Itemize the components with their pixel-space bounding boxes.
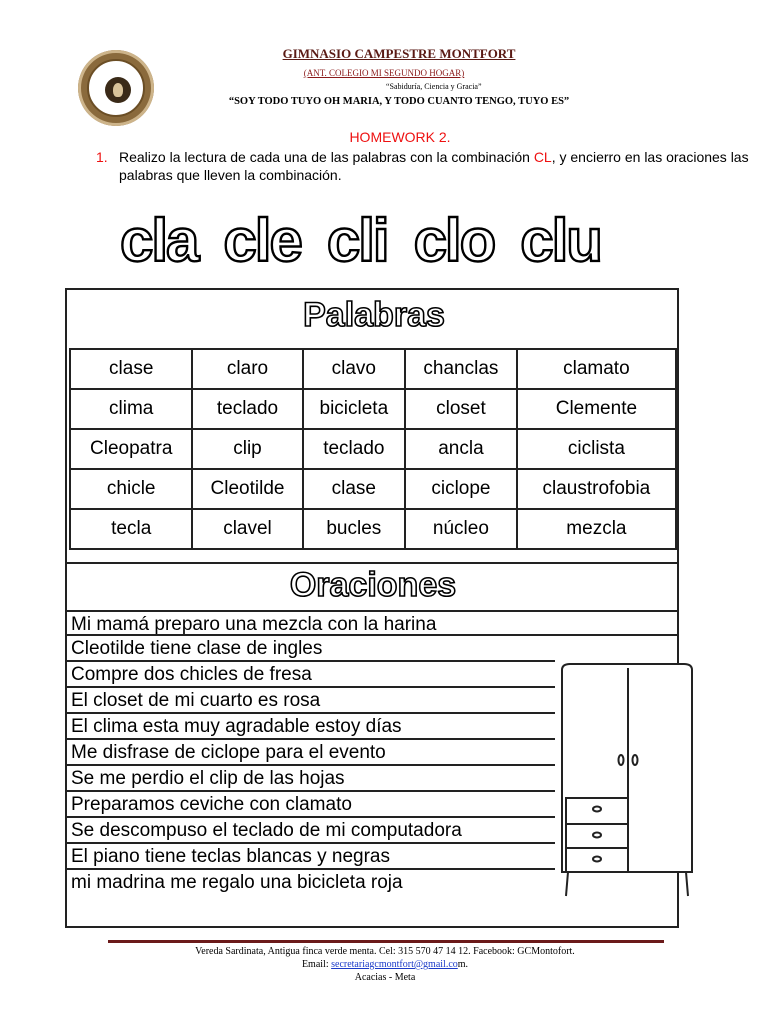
- word-cell: clase: [70, 349, 192, 389]
- instruction-text-part1: Realizo la lectura de cada una de las palabras con la combinación: [119, 149, 534, 165]
- school-motto: “Sabiduría, Ciencia y Gracia”: [386, 82, 482, 91]
- table-row: [70, 389, 676, 429]
- words-title: Palabras: [303, 296, 445, 334]
- word-cell: teclado: [303, 429, 406, 469]
- email-label: Email:: [301, 959, 332, 970]
- instruction-highlight: CL: [533, 149, 552, 165]
- word-cell: clavel: [192, 509, 302, 549]
- word-cell: closet: [405, 389, 517, 429]
- wardrobe-illustration: [556, 662, 698, 900]
- sentence-row: Se me perdio el clip de las hojas: [67, 766, 555, 792]
- word-cell: clavo: [303, 349, 406, 389]
- sentence-row: El clima esta muy agradable estoy días: [67, 714, 555, 740]
- sentence-row: El closet de mi cuarto es rosa: [67, 688, 555, 714]
- word-cell: clima: [70, 389, 192, 429]
- sentence-row: mi madrina me regalo una bicicleta roja: [71, 872, 403, 893]
- word-cell: Cleotilde: [192, 469, 302, 509]
- sentence-row: El piano tiene teclas blancas y negras: [67, 844, 555, 870]
- footer-email-line: [0, 959, 768, 970]
- footer-city: Acacias - Meta: [354, 972, 416, 983]
- word-cell: Cleopatra: [70, 429, 192, 469]
- sentence-row: Se descompuso el teclado de mi computadora: [67, 818, 555, 844]
- sentence-row: Compre dos chicles de fresa: [67, 662, 555, 688]
- word-cell: teclado: [192, 389, 302, 429]
- syllable: cle: [223, 207, 301, 274]
- footer-address: Vereda Sardinata, Antigua finca verde menta. Cel: 315 570 47 14 12. Facebook: GCMontofort.: [195, 946, 575, 957]
- sentence-row: Cleotilde tiene clase de ingles: [67, 636, 555, 662]
- word-cell: chanclas: [405, 349, 517, 389]
- word-cell: bicicleta: [303, 389, 406, 429]
- instruction: [96, 148, 766, 184]
- sentence-row: Mi mamá preparo una mezcla con la harina: [67, 610, 679, 636]
- syllable-row: [120, 206, 601, 276]
- email-suffix: m.: [457, 959, 469, 970]
- school-name: GIMNASIO CAMPESTRE MONTFORT: [282, 46, 516, 61]
- table-row: [70, 509, 676, 549]
- word-cell: clamato: [517, 349, 676, 389]
- word-cell: mezcla: [517, 509, 676, 549]
- table-row: [70, 429, 676, 469]
- words-grid: [69, 348, 677, 550]
- word-cell: clase: [303, 469, 406, 509]
- word-cell: chicle: [70, 469, 192, 509]
- word-cell: ciclista: [517, 429, 676, 469]
- syllable: clu: [520, 207, 601, 274]
- footer-divider: [108, 940, 664, 943]
- word-cell: ancla: [405, 429, 517, 469]
- former-school-name: (ANT. COLEGIO MI SEGUNDO HOGAR): [303, 68, 465, 78]
- instruction-number: 1.: [96, 149, 108, 165]
- sentence-row: Me disfrase de ciclope para el evento: [67, 740, 555, 766]
- word-cell: ciclope: [405, 469, 517, 509]
- instruction-text: [119, 148, 766, 184]
- word-cell: Clemente: [517, 389, 676, 429]
- instruction-text-part2: , y encierro en las oraciones las palabras que lleven la combinación.: [119, 149, 749, 183]
- table-row: [70, 349, 676, 389]
- email-link[interactable]: secretariagcmontfort@gmail.co: [331, 959, 458, 970]
- sentence-row: Preparamos ceviche con clamato: [67, 792, 555, 818]
- table-row: [70, 469, 676, 509]
- word-cell: claustrofobia: [517, 469, 676, 509]
- syllable: cla: [120, 207, 198, 274]
- school-prayer: “SOY TODO TUYO OH MARIA, Y TODO CUANTO TENGO, TUYO ES”: [228, 96, 570, 107]
- word-cell: tecla: [70, 509, 192, 549]
- word-cell: claro: [192, 349, 302, 389]
- homework-title: HOMEWORK 2.: [349, 129, 451, 145]
- sentences-title: Oraciones: [67, 562, 679, 610]
- syllable: clo: [413, 207, 495, 274]
- word-cell: clip: [192, 429, 302, 469]
- word-cell: núcleo: [405, 509, 517, 549]
- syllable: cli: [326, 207, 388, 274]
- word-cell: bucles: [303, 509, 406, 549]
